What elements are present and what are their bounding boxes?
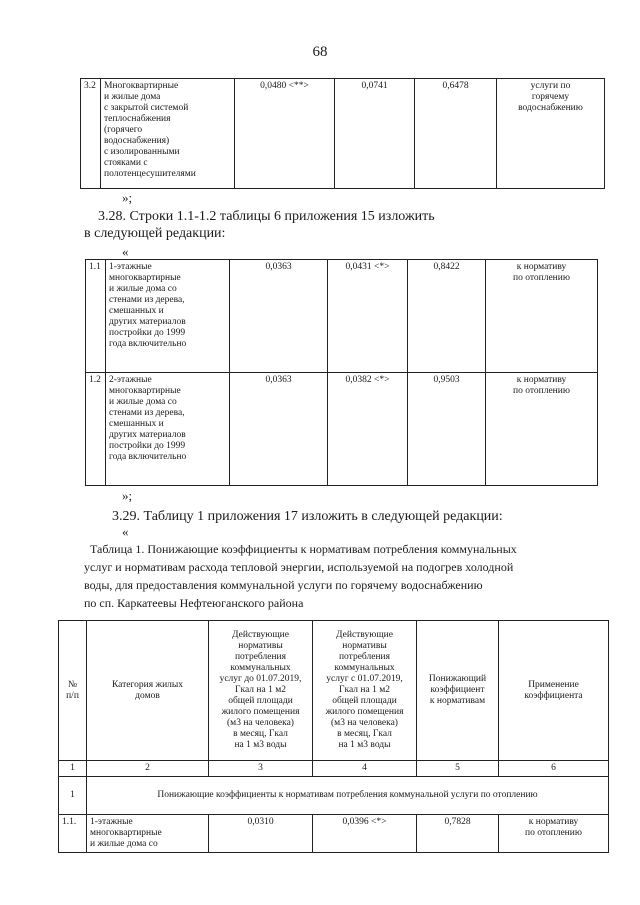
header-norm-after-line: коммунальных [334, 663, 395, 673]
header-application-line: Применение [528, 679, 579, 690]
norm-before: 0,0480 <**> [235, 79, 335, 189]
norm-before: 0,0363 [230, 260, 328, 373]
house-category-line: с изолированными [104, 147, 180, 157]
header-coefficient-line: Понижающий [428, 674, 487, 684]
house-category-line: 2-этажные [109, 375, 152, 385]
house-category-line: многоквартирные [109, 386, 181, 396]
close-quote-b: »; [122, 488, 133, 503]
row-number: 1.1 [86, 260, 106, 373]
house-category-line: Многоквартирные [104, 81, 179, 91]
house-category-line: года включительно [109, 452, 187, 462]
coefficient-application-line: услуги по [530, 81, 571, 91]
house-category-line: стенами из дерева, [109, 295, 185, 305]
house-category-line: года включительно [109, 339, 187, 349]
header-norm-before-line: (м3 на человека) [227, 718, 294, 728]
header-norm-before-line: Гкал на 1 м2 [235, 685, 286, 695]
header-application-line: коэффициента [524, 690, 583, 701]
row-number: 3.2 [81, 79, 101, 189]
header-coefficient-line: коэффициент [430, 685, 485, 695]
house-category [106, 260, 230, 373]
norm-before: 0,0363 [230, 373, 328, 486]
header-norm-after-line: потребления [338, 652, 391, 662]
house-category-line: (горячего [104, 125, 143, 135]
header-norm-after-line: в месяц, Гкал [337, 729, 392, 739]
norm-before: 0,0310 [209, 815, 313, 853]
row-number: 1.2 [86, 373, 106, 486]
house-category-line: и жилые дома со [109, 397, 177, 407]
house-category-line: и жилые дома [104, 92, 161, 102]
table-hot-water-continuation [80, 78, 605, 189]
reduction-coefficient: 0,8422 [408, 260, 486, 373]
coefficient-application-line: к нормативу [528, 817, 579, 827]
house-category-line: водоснабжения) [104, 136, 170, 146]
section-title: Понижающие коэффициенты к нормативам потребления коммунальной услуги по отоплению [87, 777, 609, 815]
page-number: 68 [312, 44, 328, 60]
table-row [59, 815, 609, 853]
coefficient-application [499, 815, 609, 853]
paragraph-3-28-line1: 3.28. Строки 1.1-1.2 таблицы 6 приложения 15 изложить [98, 209, 435, 224]
header-coefficient-line: к нормативам [429, 696, 486, 706]
house-category-line: и жилые дома со [90, 839, 158, 849]
house-category-line: 1-этажные [109, 262, 152, 272]
house-category [106, 373, 230, 486]
table1-caption [84, 540, 596, 612]
house-category-line: и жилые дома со [109, 284, 177, 294]
header-number [59, 621, 87, 761]
row-number: 1.1. [59, 815, 87, 853]
header-coefficient [417, 621, 499, 761]
house-category-line: смешанных и [109, 306, 164, 316]
house-category-line: многоквартирные [109, 273, 181, 283]
house-category-line: 1-этажные [90, 817, 133, 827]
header-number-line: п/п [66, 690, 79, 701]
header-norm-after-line: Гкал на 1 м2 [339, 685, 390, 695]
house-category [87, 815, 209, 853]
coefficient-application-line: по отоплению [513, 386, 570, 396]
column-number: 2 [87, 761, 209, 777]
house-category-line: других материалов [109, 317, 186, 327]
coefficient-application-line: по отоплению [513, 273, 570, 283]
table1-caption-line1: Таблица 1. Понижающие коэффициенты к нормативам потребления коммунальных [90, 542, 517, 556]
column-number: 3 [209, 761, 313, 777]
header-norm-after-line: жилого помещения [325, 707, 404, 717]
paragraph-3-28 [84, 208, 572, 242]
norm-after: 0,0382 <*> [328, 373, 408, 486]
coefficient-application [486, 260, 598, 373]
house-category-line: других материалов [109, 430, 186, 440]
house-category-line: постройки до 1999 [109, 328, 186, 338]
norm-after: 0,0431 <*> [328, 260, 408, 373]
header-norm-after-line: услуг с 01.07.2019, [326, 674, 403, 684]
coefficient-application-line: водоснабжению [518, 103, 583, 113]
header-norm-after-line: на 1 м3 воды [338, 740, 391, 750]
section-row [59, 777, 609, 815]
coefficient-application-line: по отоплению [525, 828, 582, 838]
reduction-coefficient: 0,9503 [408, 373, 486, 486]
paragraph-3-28-line2: в следующей редакции: [84, 226, 226, 241]
table-row [86, 373, 598, 486]
house-category-line: многоквартирные [90, 828, 162, 838]
house-category-line: с закрытой системой [104, 103, 189, 113]
coefficient-application [497, 79, 605, 189]
close-quote-a: »; [122, 190, 133, 205]
header-application [499, 621, 609, 761]
header-norm-before-line: в месяц, Гкал [233, 729, 288, 739]
house-category-line: теплоснабжения [104, 114, 171, 124]
coefficient-application [486, 373, 598, 486]
header-category-line: домов [135, 690, 160, 701]
house-category-line: постройки до 1999 [109, 441, 186, 451]
column-numbers-row [59, 761, 609, 777]
table-header-row [59, 621, 609, 761]
coefficient-application-line: к нормативу [516, 375, 567, 385]
header-norm-before-line: Действующие [232, 630, 289, 640]
coefficient-application-line: горячему [531, 92, 570, 102]
table-1-coefficients [58, 620, 609, 853]
header-norm-before-line: услуг до 01.07.2019, [219, 674, 302, 684]
header-norm-before-line: на 1 м3 воды [234, 740, 287, 750]
header-number-line: № [67, 679, 78, 690]
open-quote-1: « [122, 244, 129, 259]
coefficient-application-line: к нормативу [516, 262, 567, 272]
header-norm-before-line: общей площади [228, 696, 293, 706]
table1-caption-line3: воды, для предоставления коммунальной услуги по горячему водоснабжению [84, 578, 483, 592]
column-number: 5 [417, 761, 499, 777]
section-number: 1 [59, 777, 87, 815]
header-norm-after-line: (м3 на человека) [331, 718, 398, 728]
header-norm-after-line: нормативы [342, 641, 387, 651]
house-category-line: стояками с [104, 158, 148, 168]
column-number: 1 [59, 761, 87, 777]
header-norm-after-line: общей площади [332, 696, 397, 706]
table-row [86, 260, 598, 373]
header-norm-before-line: потребления [234, 652, 287, 662]
open-quote-2: « [122, 524, 129, 539]
header-norm-before [209, 621, 313, 761]
header-category [87, 621, 209, 761]
paragraph-3-29: 3.29. Таблицу 1 приложения 17 изложить в следующей редакции: [112, 509, 503, 524]
house-category-line: стенами из дерева, [109, 408, 185, 418]
house-category [101, 79, 235, 189]
header-norm-before-line: коммунальных [230, 663, 291, 673]
norm-after: 0,0741 [335, 79, 415, 189]
column-number: 6 [499, 761, 609, 777]
header-norm-before-line: жилого помещения [221, 707, 300, 717]
house-category-line: полотенцесушителями [104, 169, 196, 179]
header-norm-before-line: нормативы [238, 641, 283, 651]
header-norm-after [313, 621, 417, 761]
table1-caption-line2: услуг и нормативам расхода тепловой энергии, используемой на подогрев холодной [84, 560, 514, 574]
norm-after: 0,0396 <*> [313, 815, 417, 853]
header-norm-after-line: Действующие [336, 630, 393, 640]
reduction-coefficient: 0,6478 [415, 79, 497, 189]
reduction-coefficient: 0,7828 [417, 815, 499, 853]
house-category-line: смешанных и [109, 419, 164, 429]
table1-caption-line4: по сп. Каркатеевы Нефтеюганского района [84, 596, 304, 610]
column-number: 4 [313, 761, 417, 777]
table-heating-rows [85, 259, 598, 486]
table-row [81, 79, 605, 189]
header-category-line: Категория жилых [111, 679, 184, 690]
